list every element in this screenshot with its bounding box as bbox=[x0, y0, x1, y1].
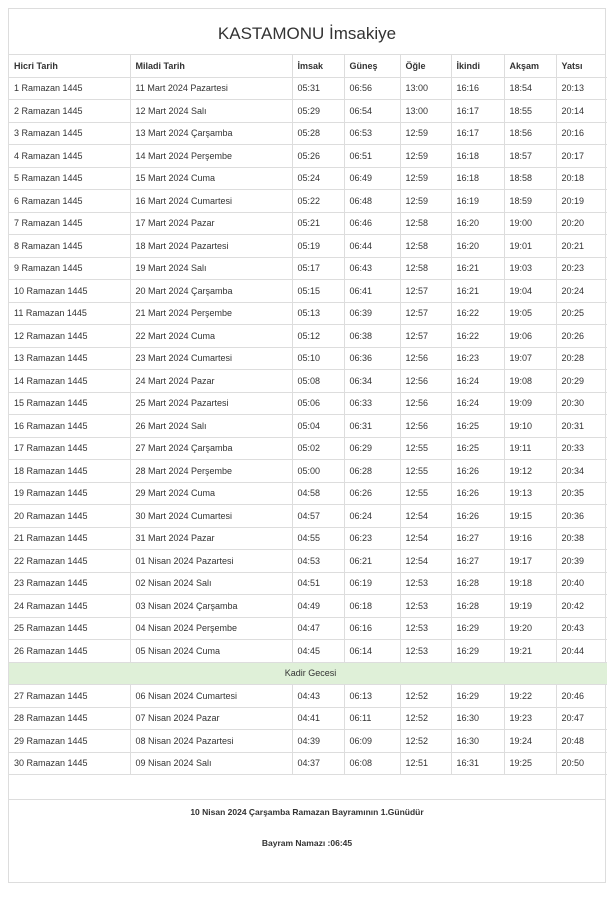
table-row bbox=[9, 325, 607, 348]
table-cell: 27 Mart 2024 Çarşamba bbox=[130, 437, 292, 460]
table-cell: 12 Ramazan 1445 bbox=[9, 325, 130, 348]
table-cell: 19:17 bbox=[504, 550, 556, 573]
table-cell: 1 Ramazan 1445 bbox=[9, 77, 130, 100]
table-row bbox=[9, 145, 607, 168]
table-cell: 12:57 bbox=[400, 325, 451, 348]
table-cell: 8 Ramazan 1445 bbox=[9, 235, 130, 258]
table-cell: 05:26 bbox=[292, 145, 344, 168]
table-cell: 16:21 bbox=[451, 257, 504, 280]
table-cell: 19:20 bbox=[504, 617, 556, 640]
table-cell: 06:13 bbox=[344, 685, 400, 708]
table-cell: 24 Mart 2024 Pazar bbox=[130, 370, 292, 393]
table-row bbox=[9, 347, 607, 370]
table-cell: 16:31 bbox=[451, 752, 504, 775]
table-cell: 05:29 bbox=[292, 100, 344, 123]
table-cell: 12:59 bbox=[400, 145, 451, 168]
table-cell: 18:58 bbox=[504, 167, 556, 190]
table-cell: 06:53 bbox=[344, 122, 400, 145]
table-cell: 19:06 bbox=[504, 325, 556, 348]
table-cell: 17 Ramazan 1445 bbox=[9, 437, 130, 460]
table-cell: 16:16 bbox=[451, 77, 504, 100]
table-row bbox=[9, 752, 607, 775]
table-cell: 06:24 bbox=[344, 505, 400, 528]
table-cell: 06:29 bbox=[344, 437, 400, 460]
table-cell: 12:56 bbox=[400, 392, 451, 415]
table-cell: 06:51 bbox=[344, 145, 400, 168]
table-row bbox=[9, 707, 607, 730]
column-header: Yatsı bbox=[556, 55, 607, 77]
table-cell: 12:59 bbox=[400, 167, 451, 190]
table-cell: 16 Ramazan 1445 bbox=[9, 415, 130, 438]
table-cell: 17 Mart 2024 Pazar bbox=[130, 212, 292, 235]
table-cell: 05:22 bbox=[292, 190, 344, 213]
table-cell: 20:44 bbox=[556, 640, 607, 663]
table-cell: 16:20 bbox=[451, 235, 504, 258]
table-cell: 12:51 bbox=[400, 752, 451, 775]
table-cell: 20:23 bbox=[556, 257, 607, 280]
table-cell: 16:24 bbox=[451, 392, 504, 415]
table-cell: 12:53 bbox=[400, 595, 451, 618]
table-cell: 06:33 bbox=[344, 392, 400, 415]
table-cell: 21 Ramazan 1445 bbox=[9, 527, 130, 550]
table-cell: 06:56 bbox=[344, 77, 400, 100]
table-cell: 12:56 bbox=[400, 415, 451, 438]
table-cell: 20:16 bbox=[556, 122, 607, 145]
table-row bbox=[9, 77, 607, 100]
table-cell: 06:23 bbox=[344, 527, 400, 550]
table-cell: 19:00 bbox=[504, 212, 556, 235]
table-cell: 05:19 bbox=[292, 235, 344, 258]
table-cell: 05:04 bbox=[292, 415, 344, 438]
table-cell: 05:06 bbox=[292, 392, 344, 415]
table-cell: 04 Nisan 2024 Perşembe bbox=[130, 617, 292, 640]
table-row bbox=[9, 302, 607, 325]
table-cell: 15 Ramazan 1445 bbox=[9, 392, 130, 415]
table-cell: 29 Ramazan 1445 bbox=[9, 730, 130, 753]
bayram-namazi: Bayram Namazı :06:45 bbox=[261, 838, 353, 848]
table-cell: 19:08 bbox=[504, 370, 556, 393]
table-cell: 04:53 bbox=[292, 550, 344, 573]
table-cell: 2 Ramazan 1445 bbox=[9, 100, 130, 123]
table-cell: 06 Nisan 2024 Cumartesi bbox=[130, 685, 292, 708]
table-cell: 05:13 bbox=[292, 302, 344, 325]
table-cell: 12:52 bbox=[400, 685, 451, 708]
table-row bbox=[9, 640, 607, 663]
table-cell: 19:10 bbox=[504, 415, 556, 438]
table-cell: 20:39 bbox=[556, 550, 607, 573]
table-row bbox=[9, 122, 607, 145]
table-cell: 16:29 bbox=[451, 640, 504, 663]
table-cell: 19:12 bbox=[504, 460, 556, 483]
imsakiye-table bbox=[9, 55, 607, 775]
column-header: Miladi Tarih bbox=[130, 55, 292, 77]
table-row bbox=[9, 460, 607, 483]
table-row bbox=[9, 685, 607, 708]
table-cell: 04:57 bbox=[292, 505, 344, 528]
table-cell: 11 Ramazan 1445 bbox=[9, 302, 130, 325]
table-cell: 13 Ramazan 1445 bbox=[9, 347, 130, 370]
table-cell: 02 Nisan 2024 Salı bbox=[130, 572, 292, 595]
table-cell: 05:00 bbox=[292, 460, 344, 483]
table-cell: 23 Mart 2024 Cumartesi bbox=[130, 347, 292, 370]
table-cell: 05:21 bbox=[292, 212, 344, 235]
table-cell: 06:43 bbox=[344, 257, 400, 280]
table-cell: 12:58 bbox=[400, 235, 451, 258]
table-cell: 12:57 bbox=[400, 280, 451, 303]
table-cell: 26 Ramazan 1445 bbox=[9, 640, 130, 663]
table-cell: 16:27 bbox=[451, 550, 504, 573]
table-cell: 20:48 bbox=[556, 730, 607, 753]
table-cell: 4 Ramazan 1445 bbox=[9, 145, 130, 168]
table-cell: 06:09 bbox=[344, 730, 400, 753]
table-cell: 06:11 bbox=[344, 707, 400, 730]
table-cell: 9 Ramazan 1445 bbox=[9, 257, 130, 280]
table-cell: 12 Mart 2024 Salı bbox=[130, 100, 292, 123]
table-cell: 05:17 bbox=[292, 257, 344, 280]
table-cell: 16:26 bbox=[451, 460, 504, 483]
table-cell: 19:15 bbox=[504, 505, 556, 528]
table-row bbox=[9, 730, 607, 753]
table-cell: 19:22 bbox=[504, 685, 556, 708]
table-cell: 12:56 bbox=[400, 370, 451, 393]
table-row bbox=[9, 527, 607, 550]
table-cell: 20:38 bbox=[556, 527, 607, 550]
table-cell: 25 Mart 2024 Pazartesi bbox=[130, 392, 292, 415]
table-cell: 13:00 bbox=[400, 100, 451, 123]
table-cell: 20:13 bbox=[556, 77, 607, 100]
table-row bbox=[9, 482, 607, 505]
table-cell: 28 Ramazan 1445 bbox=[9, 707, 130, 730]
table-cell: 19:04 bbox=[504, 280, 556, 303]
table-row bbox=[9, 617, 607, 640]
table-cell: 16:23 bbox=[451, 347, 504, 370]
table-cell: 05 Nisan 2024 Cuma bbox=[130, 640, 292, 663]
table-cell: 20:31 bbox=[556, 415, 607, 438]
table-row bbox=[9, 257, 607, 280]
table-cell: 06:48 bbox=[344, 190, 400, 213]
table-cell: 09 Nisan 2024 Salı bbox=[130, 752, 292, 775]
column-header: Hicri Tarih bbox=[9, 55, 130, 77]
column-header: İmsak bbox=[292, 55, 344, 77]
table-cell: 20:35 bbox=[556, 482, 607, 505]
table-cell: 12:56 bbox=[400, 347, 451, 370]
table-cell: 16:24 bbox=[451, 370, 504, 393]
table-cell: 6 Ramazan 1445 bbox=[9, 190, 130, 213]
table-cell: 04:45 bbox=[292, 640, 344, 663]
page-title: KASTAMONU İmsakiye bbox=[9, 9, 605, 55]
table-cell: 12:52 bbox=[400, 730, 451, 753]
table-cell: 13:00 bbox=[400, 77, 451, 100]
table-cell: 16:29 bbox=[451, 685, 504, 708]
table-cell: 19:23 bbox=[504, 707, 556, 730]
table-cell: 16:30 bbox=[451, 707, 504, 730]
table-cell: 06:14 bbox=[344, 640, 400, 663]
table-cell: 16:28 bbox=[451, 595, 504, 618]
table-cell: 16:18 bbox=[451, 145, 504, 168]
table-cell: 16:29 bbox=[451, 617, 504, 640]
table-row bbox=[9, 190, 607, 213]
table-row bbox=[9, 572, 607, 595]
table-cell: 19:19 bbox=[504, 595, 556, 618]
table-row bbox=[9, 595, 607, 618]
table-cell: 14 Ramazan 1445 bbox=[9, 370, 130, 393]
table-cell: 19:18 bbox=[504, 572, 556, 595]
table-cell: 20:29 bbox=[556, 370, 607, 393]
table-cell: 04:49 bbox=[292, 595, 344, 618]
table-cell: 05:10 bbox=[292, 347, 344, 370]
table-cell: 06:46 bbox=[344, 212, 400, 235]
table-cell: 12:52 bbox=[400, 707, 451, 730]
table-cell: 05:08 bbox=[292, 370, 344, 393]
table-cell: 20:21 bbox=[556, 235, 607, 258]
table-row bbox=[9, 392, 607, 415]
table-cell: 12:54 bbox=[400, 527, 451, 550]
table-cell: 06:44 bbox=[344, 235, 400, 258]
table-cell: 31 Mart 2024 Pazar bbox=[130, 527, 292, 550]
table-row bbox=[9, 415, 607, 438]
table-cell: 06:38 bbox=[344, 325, 400, 348]
table-cell: 20 Mart 2024 Çarşamba bbox=[130, 280, 292, 303]
table-cell: 05:24 bbox=[292, 167, 344, 190]
table-cell: 19:01 bbox=[504, 235, 556, 258]
table-cell: 20 Ramazan 1445 bbox=[9, 505, 130, 528]
table-cell: 19 Ramazan 1445 bbox=[9, 482, 130, 505]
table-cell: 16:27 bbox=[451, 527, 504, 550]
table-cell: 16:22 bbox=[451, 302, 504, 325]
table-cell: 06:19 bbox=[344, 572, 400, 595]
table-cell: 06:18 bbox=[344, 595, 400, 618]
table-cell: 18:59 bbox=[504, 190, 556, 213]
table-cell: 16:18 bbox=[451, 167, 504, 190]
table-cell: 06:28 bbox=[344, 460, 400, 483]
table-cell: 05:31 bbox=[292, 77, 344, 100]
table-cell: 20:30 bbox=[556, 392, 607, 415]
table-cell: 19:13 bbox=[504, 482, 556, 505]
table-row bbox=[9, 505, 607, 528]
table-cell: 24 Ramazan 1445 bbox=[9, 595, 130, 618]
table-cell: 25 Ramazan 1445 bbox=[9, 617, 130, 640]
table-cell: 04:47 bbox=[292, 617, 344, 640]
table-cell: 04:39 bbox=[292, 730, 344, 753]
table-cell: 29 Mart 2024 Cuma bbox=[130, 482, 292, 505]
table-cell: 19:03 bbox=[504, 257, 556, 280]
table-cell: 13 Mart 2024 Çarşamba bbox=[130, 122, 292, 145]
table-cell: 28 Mart 2024 Perşembe bbox=[130, 460, 292, 483]
table-cell: 27 Ramazan 1445 bbox=[9, 685, 130, 708]
table-row bbox=[9, 550, 607, 573]
table-cell: 12:59 bbox=[400, 190, 451, 213]
table-cell: 20:20 bbox=[556, 212, 607, 235]
table-cell: 12:55 bbox=[400, 482, 451, 505]
table-cell: 3 Ramazan 1445 bbox=[9, 122, 130, 145]
table-body bbox=[9, 77, 607, 775]
table-cell: 18 Mart 2024 Pazartesi bbox=[130, 235, 292, 258]
column-header: İkindi bbox=[451, 55, 504, 77]
table-cell: 20:25 bbox=[556, 302, 607, 325]
table-cell: 16:30 bbox=[451, 730, 504, 753]
table-header-row bbox=[9, 55, 607, 77]
table-cell: 05:02 bbox=[292, 437, 344, 460]
table-cell: 20:24 bbox=[556, 280, 607, 303]
table-cell: 16:17 bbox=[451, 122, 504, 145]
table-cell: 06:41 bbox=[344, 280, 400, 303]
table-cell: 20:46 bbox=[556, 685, 607, 708]
table-cell: 12:53 bbox=[400, 572, 451, 595]
table-cell: 19:21 bbox=[504, 640, 556, 663]
table-cell: 20:47 bbox=[556, 707, 607, 730]
table-cell: 19:25 bbox=[504, 752, 556, 775]
table-cell: 16:28 bbox=[451, 572, 504, 595]
table-cell: 12:55 bbox=[400, 460, 451, 483]
table-cell: 16:25 bbox=[451, 437, 504, 460]
table-cell: 19 Mart 2024 Salı bbox=[130, 257, 292, 280]
table-cell: 7 Ramazan 1445 bbox=[9, 212, 130, 235]
column-header: Öğle bbox=[400, 55, 451, 77]
table-cell: 06:21 bbox=[344, 550, 400, 573]
table-cell: 20:34 bbox=[556, 460, 607, 483]
table-cell: 22 Ramazan 1445 bbox=[9, 550, 130, 573]
table-cell: 23 Ramazan 1445 bbox=[9, 572, 130, 595]
table-row bbox=[9, 167, 607, 190]
table-cell: 01 Nisan 2024 Pazartesi bbox=[130, 550, 292, 573]
table-cell: 15 Mart 2024 Cuma bbox=[130, 167, 292, 190]
table-cell: 20:50 bbox=[556, 752, 607, 775]
imsakiye-panel bbox=[8, 8, 606, 883]
table-cell: 12:53 bbox=[400, 640, 451, 663]
table-cell: 06:34 bbox=[344, 370, 400, 393]
table-cell: 04:41 bbox=[292, 707, 344, 730]
table-cell: 12:55 bbox=[400, 437, 451, 460]
table-row bbox=[9, 235, 607, 258]
table-cell: 26 Mart 2024 Salı bbox=[130, 415, 292, 438]
table-row bbox=[9, 437, 607, 460]
table-cell: 06:16 bbox=[344, 617, 400, 640]
table-cell: 19:05 bbox=[504, 302, 556, 325]
table-cell: 16 Mart 2024 Cumartesi bbox=[130, 190, 292, 213]
table-cell: 10 Ramazan 1445 bbox=[9, 280, 130, 303]
table-cell: 12:57 bbox=[400, 302, 451, 325]
table-cell: 06:08 bbox=[344, 752, 400, 775]
table-cell: 16:26 bbox=[451, 482, 504, 505]
table-cell: 19:24 bbox=[504, 730, 556, 753]
table-cell: 19:09 bbox=[504, 392, 556, 415]
column-header: Akşam bbox=[504, 55, 556, 77]
table-cell: 06:49 bbox=[344, 167, 400, 190]
table-cell: 05:28 bbox=[292, 122, 344, 145]
table-cell: 06:26 bbox=[344, 482, 400, 505]
table-cell: 18:56 bbox=[504, 122, 556, 145]
table-cell: 11 Mart 2024 Pazartesi bbox=[130, 77, 292, 100]
table-cell: 04:51 bbox=[292, 572, 344, 595]
table-cell: 20:42 bbox=[556, 595, 607, 618]
table-cell: 5 Ramazan 1445 bbox=[9, 167, 130, 190]
table-cell: 16:25 bbox=[451, 415, 504, 438]
table-cell: 30 Mart 2024 Cumartesi bbox=[130, 505, 292, 528]
table-cell: 12:58 bbox=[400, 212, 451, 235]
table-cell: 04:58 bbox=[292, 482, 344, 505]
table-cell: 06:54 bbox=[344, 100, 400, 123]
table-cell: 12:59 bbox=[400, 122, 451, 145]
kadir-gecesi-label: Kadir Gecesi bbox=[9, 662, 607, 685]
table-cell: 22 Mart 2024 Cuma bbox=[130, 325, 292, 348]
table-cell: 12:54 bbox=[400, 550, 451, 573]
table-cell: 03 Nisan 2024 Çarşamba bbox=[130, 595, 292, 618]
table-cell: 20:43 bbox=[556, 617, 607, 640]
table-cell: 16:17 bbox=[451, 100, 504, 123]
table-cell: 20:26 bbox=[556, 325, 607, 348]
table-cell: 16:22 bbox=[451, 325, 504, 348]
table-cell: 12:53 bbox=[400, 617, 451, 640]
table-cell: 20:18 bbox=[556, 167, 607, 190]
table-cell: 18 Ramazan 1445 bbox=[9, 460, 130, 483]
table-cell: 18:54 bbox=[504, 77, 556, 100]
table-cell: 20:14 bbox=[556, 100, 607, 123]
table-cell: 16:21 bbox=[451, 280, 504, 303]
table-cell: 20:33 bbox=[556, 437, 607, 460]
table-cell: 20:36 bbox=[556, 505, 607, 528]
table-cell: 07 Nisan 2024 Pazar bbox=[130, 707, 292, 730]
table-row bbox=[9, 280, 607, 303]
column-header: Güneş bbox=[344, 55, 400, 77]
table-cell: 04:37 bbox=[292, 752, 344, 775]
table-cell: 06:39 bbox=[344, 302, 400, 325]
table-cell: 16:19 bbox=[451, 190, 504, 213]
table-cell: 16:20 bbox=[451, 212, 504, 235]
table-cell: 21 Mart 2024 Perşembe bbox=[130, 302, 292, 325]
table-cell: 20:28 bbox=[556, 347, 607, 370]
table-cell: 20:19 bbox=[556, 190, 607, 213]
table-row bbox=[9, 370, 607, 393]
bayram-note: 10 Nisan 2024 Çarşamba Ramazan Bayramının 1.Günüdür bbox=[190, 807, 424, 817]
table-cell: 04:43 bbox=[292, 685, 344, 708]
table-cell: 19:11 bbox=[504, 437, 556, 460]
table-cell: 06:31 bbox=[344, 415, 400, 438]
table-cell: 06:36 bbox=[344, 347, 400, 370]
kadir-gecesi-row bbox=[9, 662, 607, 685]
table-cell: 04:55 bbox=[292, 527, 344, 550]
table-cell: 30 Ramazan 1445 bbox=[9, 752, 130, 775]
table-row bbox=[9, 212, 607, 235]
table-cell: 05:12 bbox=[292, 325, 344, 348]
table-cell: 20:17 bbox=[556, 145, 607, 168]
table-cell: 08 Nisan 2024 Pazartesi bbox=[130, 730, 292, 753]
footer-spacer bbox=[9, 775, 605, 800]
table-cell: 16:26 bbox=[451, 505, 504, 528]
table-cell: 20:40 bbox=[556, 572, 607, 595]
table-cell: 14 Mart 2024 Perşembe bbox=[130, 145, 292, 168]
table-cell: 12:58 bbox=[400, 257, 451, 280]
table-cell: 19:16 bbox=[504, 527, 556, 550]
table-cell: 18:57 bbox=[504, 145, 556, 168]
table-cell: 12:54 bbox=[400, 505, 451, 528]
table-cell: 19:07 bbox=[504, 347, 556, 370]
table-row bbox=[9, 100, 607, 123]
table-cell: 05:15 bbox=[292, 280, 344, 303]
table-cell: 18:55 bbox=[504, 100, 556, 123]
